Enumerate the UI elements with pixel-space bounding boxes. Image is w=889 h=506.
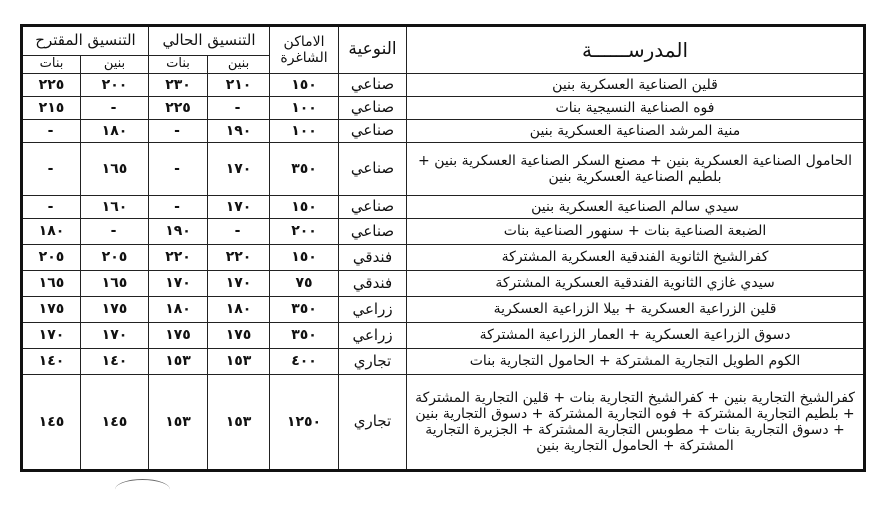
school-type: صناعي [339, 74, 407, 97]
proposed-girls: - [22, 196, 81, 219]
header-current-girls: بنات [149, 56, 208, 74]
table-row [22, 297, 865, 323]
current-girls: - [149, 143, 208, 196]
proposed-girls: ٢٢٥ [22, 74, 81, 97]
table-row [22, 143, 865, 196]
current-boys: ١٧٥ [208, 323, 270, 349]
vacancies: ٢٠٠ [270, 219, 339, 245]
current-girls: ١٥٣ [149, 349, 208, 375]
proposed-boys: ١٤٠ [81, 349, 149, 375]
table-row [22, 245, 865, 271]
current-girls: ١٧٠ [149, 271, 208, 297]
vacancies: ١٥٠ [270, 245, 339, 271]
proposed-girls: - [22, 120, 81, 143]
current-girls: - [149, 196, 208, 219]
school-type: صناعي [339, 196, 407, 219]
proposed-boys: ١٦٥ [81, 143, 149, 196]
proposed-boys: ١٤٥ [81, 375, 149, 471]
current-girls: ١٧٥ [149, 323, 208, 349]
header-proposed-boys: بنين [81, 56, 149, 74]
school-type: صناعي [339, 143, 407, 196]
header-proposed-girls: بنات [22, 56, 81, 74]
proposed-girls: ١٤٠ [22, 349, 81, 375]
school-name: منية المرشد الصناعية العسكرية بنين [407, 120, 865, 143]
school-name: قلين الصناعية العسكرية بنين [407, 74, 865, 97]
proposed-boys: ١٦٥ [81, 271, 149, 297]
current-girls: ٢٣٠ [149, 74, 208, 97]
table-row [22, 375, 865, 471]
school-type: زراعي [339, 297, 407, 323]
table-row [22, 196, 865, 219]
stamp-mark [115, 479, 170, 500]
current-boys: ١٩٠ [208, 120, 270, 143]
table-row [22, 349, 865, 375]
vacancies: ٣٥٠ [270, 297, 339, 323]
school-name: سيدي غازي الثانوية الفندقية العسكرية المشتركة [407, 271, 865, 297]
proposed-boys: ١٨٠ [81, 120, 149, 143]
vacancies: ١٠٠ [270, 97, 339, 120]
school-name: كفرالشيخ التجارية بنين + كفرالشيخ التجارية بنات + قلين التجارية المشتركة + بلطيم التجارية المشتركة + فوه التجارية المشتركة + دسوق التجارية بنين + دسوق التجارية بنات + مطوبس التجارية المشتركة + الجزيرة التجارية المشتركة + الحامول التجارية بنين [407, 375, 865, 471]
current-boys: - [208, 219, 270, 245]
vacancies: ٧٥ [270, 271, 339, 297]
vacancies: ١٠٠ [270, 120, 339, 143]
proposed-girls: - [22, 143, 81, 196]
table-row [22, 74, 865, 97]
current-girls: ٢٢٠ [149, 245, 208, 271]
current-girls: ١٥٣ [149, 375, 208, 471]
header-school: المدرســــــة [407, 26, 865, 74]
header-row [22, 26, 865, 56]
proposed-girls: ١٧٠ [22, 323, 81, 349]
current-boys: ١٧٠ [208, 271, 270, 297]
current-girls: ١٩٠ [149, 219, 208, 245]
current-boys: ١٨٠ [208, 297, 270, 323]
current-boys: ٢٢٠ [208, 245, 270, 271]
school-name: دسوق الزراعية العسكرية + العمار الزراعية المشتركة [407, 323, 865, 349]
proposed-boys: ٢٠٥ [81, 245, 149, 271]
table-row [22, 219, 865, 245]
proposed-boys: ٢٠٠ [81, 74, 149, 97]
table-row [22, 323, 865, 349]
header-vacancies: الاماكن الشاغرة [270, 26, 339, 74]
table-row [22, 97, 865, 120]
proposed-girls: ١٨٠ [22, 219, 81, 245]
proposed-boys: ١٧٥ [81, 297, 149, 323]
school-name: الكوم الطويل التجارية المشتركة + الحامول التجارية بنات [407, 349, 865, 375]
proposed-boys: - [81, 219, 149, 245]
header-type: النوعية [339, 26, 407, 74]
proposed-girls: ١٤٥ [22, 375, 81, 471]
table-row [22, 271, 865, 297]
current-girls: ١٨٠ [149, 297, 208, 323]
header-proposed: التنسيق المقترح [22, 26, 149, 56]
proposed-girls: ٢١٥ [22, 97, 81, 120]
school-type: فندقي [339, 245, 407, 271]
current-boys: ١٧٠ [208, 196, 270, 219]
proposed-boys: - [81, 97, 149, 120]
school-type: صناعي [339, 219, 407, 245]
current-girls: ٢٢٥ [149, 97, 208, 120]
school-name: قلين الزراعية العسكرية + بيلا الزراعية العسكرية [407, 297, 865, 323]
school-name: سيدي سالم الصناعية العسكرية بنين [407, 196, 865, 219]
school-type: زراعي [339, 323, 407, 349]
proposed-boys: ١٦٠ [81, 196, 149, 219]
vacancies: ٣٥٠ [270, 143, 339, 196]
school-type: صناعي [339, 120, 407, 143]
school-name: الحامول الصناعية العسكرية بنين + مصنع السكر الصناعية العسكرية بنين + بلطيم الصناعية العسكرية بنين [407, 143, 865, 196]
school-name: كفرالشيخ الثانوية الفندقية العسكرية المشتركة [407, 245, 865, 271]
proposed-girls: ١٦٥ [22, 271, 81, 297]
school-type: صناعي [339, 97, 407, 120]
vacancies: ١٥٠ [270, 196, 339, 219]
current-girls: - [149, 120, 208, 143]
current-boys: - [208, 97, 270, 120]
school-name: فوه الصناعية النسيجية بنات [407, 97, 865, 120]
school-type: تجاري [339, 375, 407, 471]
school-type: تجاري [339, 349, 407, 375]
current-boys: ١٧٠ [208, 143, 270, 196]
header-current-boys: بنين [208, 56, 270, 74]
proposed-girls: ١٧٥ [22, 297, 81, 323]
current-boys: ٢١٠ [208, 74, 270, 97]
school-name: الضبعة الصناعية بنات + سنهور الصناعية بنات [407, 219, 865, 245]
current-boys: ١٥٣ [208, 375, 270, 471]
coordination-table [20, 24, 866, 472]
table-row [22, 120, 865, 143]
vacancies: ١٥٠ [270, 74, 339, 97]
proposed-girls: ٢٠٥ [22, 245, 81, 271]
current-boys: ١٥٣ [208, 349, 270, 375]
header-current: التنسيق الحالي [149, 26, 270, 56]
vacancies: ٣٥٠ [270, 323, 339, 349]
document-page [20, 24, 863, 472]
proposed-boys: ١٧٠ [81, 323, 149, 349]
vacancies: ١٢٥٠ [270, 375, 339, 471]
vacancies: ٤٠٠ [270, 349, 339, 375]
school-type: فندقي [339, 271, 407, 297]
